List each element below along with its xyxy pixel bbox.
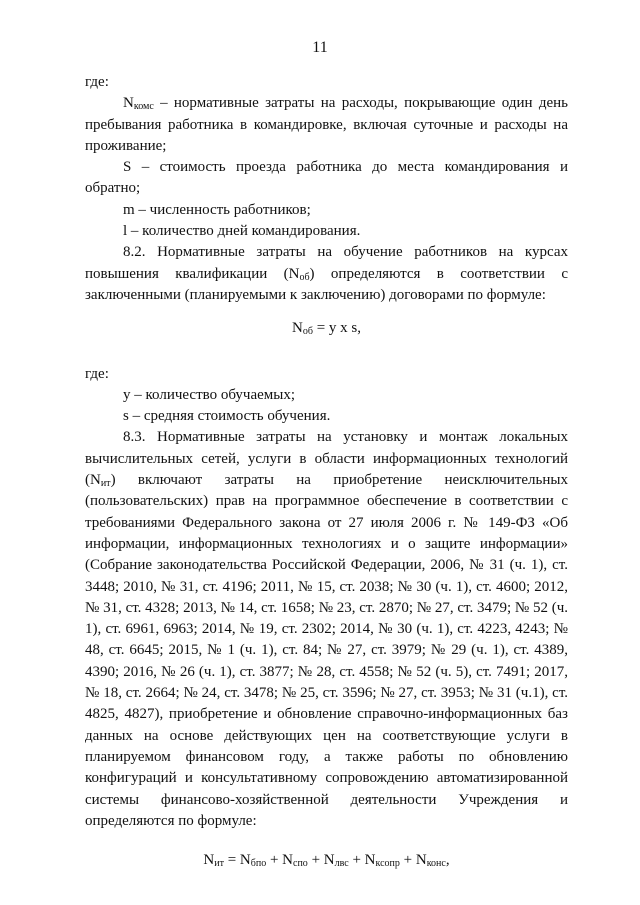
page-number: 11 (312, 39, 328, 56)
definition-m: m – численность работников; (123, 201, 311, 218)
where-label: где: (85, 74, 109, 90)
document-body (85, 72, 568, 871)
paragraph-8-3: 8.3. Нормативные затраты на установку и монтаж локальных вычислительных сетей, услуги в области информационных технологий $(N_{ит})$ включают затраты на приобретение неисключительных (пользовательских) прав на программное обеспечение в соответствии с требованиями Федерального закона от 27 июля 2006 г. № 149-ФЗ «Об информации, информационных технологиях и о защите информации» (Собрание законодательства Российской Федерации, 2006, № 31 (ч. 1), ст. 3448; 2010, № 31, ст. 4196; 2011, № 15, ст. 2038; № 30 (ч. 1), ст. 4600; 2012, № 31, ст. 4328; 2013, № 14, ст. 1658; № 23, ст. 2870; № 27, ст. 3479; № 52 (ч. 1), ст. 6961, 6963; 2014, № 19, ст. 2302; 2014, № 30 (ч. 1), ст. 4223, 4243; № 48, ст. 6645; 2015, № 1 (ч. 1), ст. 84; № 27, ст. 3979; № 29 (ч. 1), ст. 4389, 4390; 2016, № 26 (ч. 1), ст. 3877; № 28, ст. 4558; № 52 (ч. 5), ст. 7491; 2017, № 18, ст. 2664; № 24, ст. 3478; № 25, ст. 3596; № 27, ст. 3953; № 31 (ч.1), ст. 4825, 4827), приобретение и обновление справочно-информационных баз данных на основе действующих цен на соответствующие услуги в планируемом финансовом году, а также работы по обновлению конфигураций и консультативному сопровождению автоматизированной системы финансово-хозяйственной деятельности Учреждения и определяются по формуле: (85, 429, 568, 829)
formula-training-cost: $N_{об} = y$ x s, (292, 320, 361, 338)
definition-n-koms: $N_{комс}$ – нормативные затраты на расходы, покрывающие один день пребывания работника в командировке, включая суточные и расходы на проживание; (85, 95, 568, 154)
formula-it-cost: $N_{ит} = N_{бпо} + N_{спо} + N_{лвс} + N_{ксопр} + N_{конс}$, (203, 852, 450, 870)
definition-l: l – количество дней командирования. (123, 223, 361, 240)
paragraph-8-2: 8.2. Нормативные затраты на обучение работников на курсах повышения квалификации $(N_{об})$ определяются в соответствии с заключенными (планируемыми к заключению) договорами по формуле: (85, 244, 568, 303)
definition-s: S – стоимость проезда работника до места командирования и обратно; (85, 159, 568, 197)
definition-s-cost: s – средняя стоимость обучения. (123, 408, 331, 425)
definition-y: y – количество обучаемых; (123, 386, 296, 403)
where-label-2: где: (85, 365, 109, 382)
